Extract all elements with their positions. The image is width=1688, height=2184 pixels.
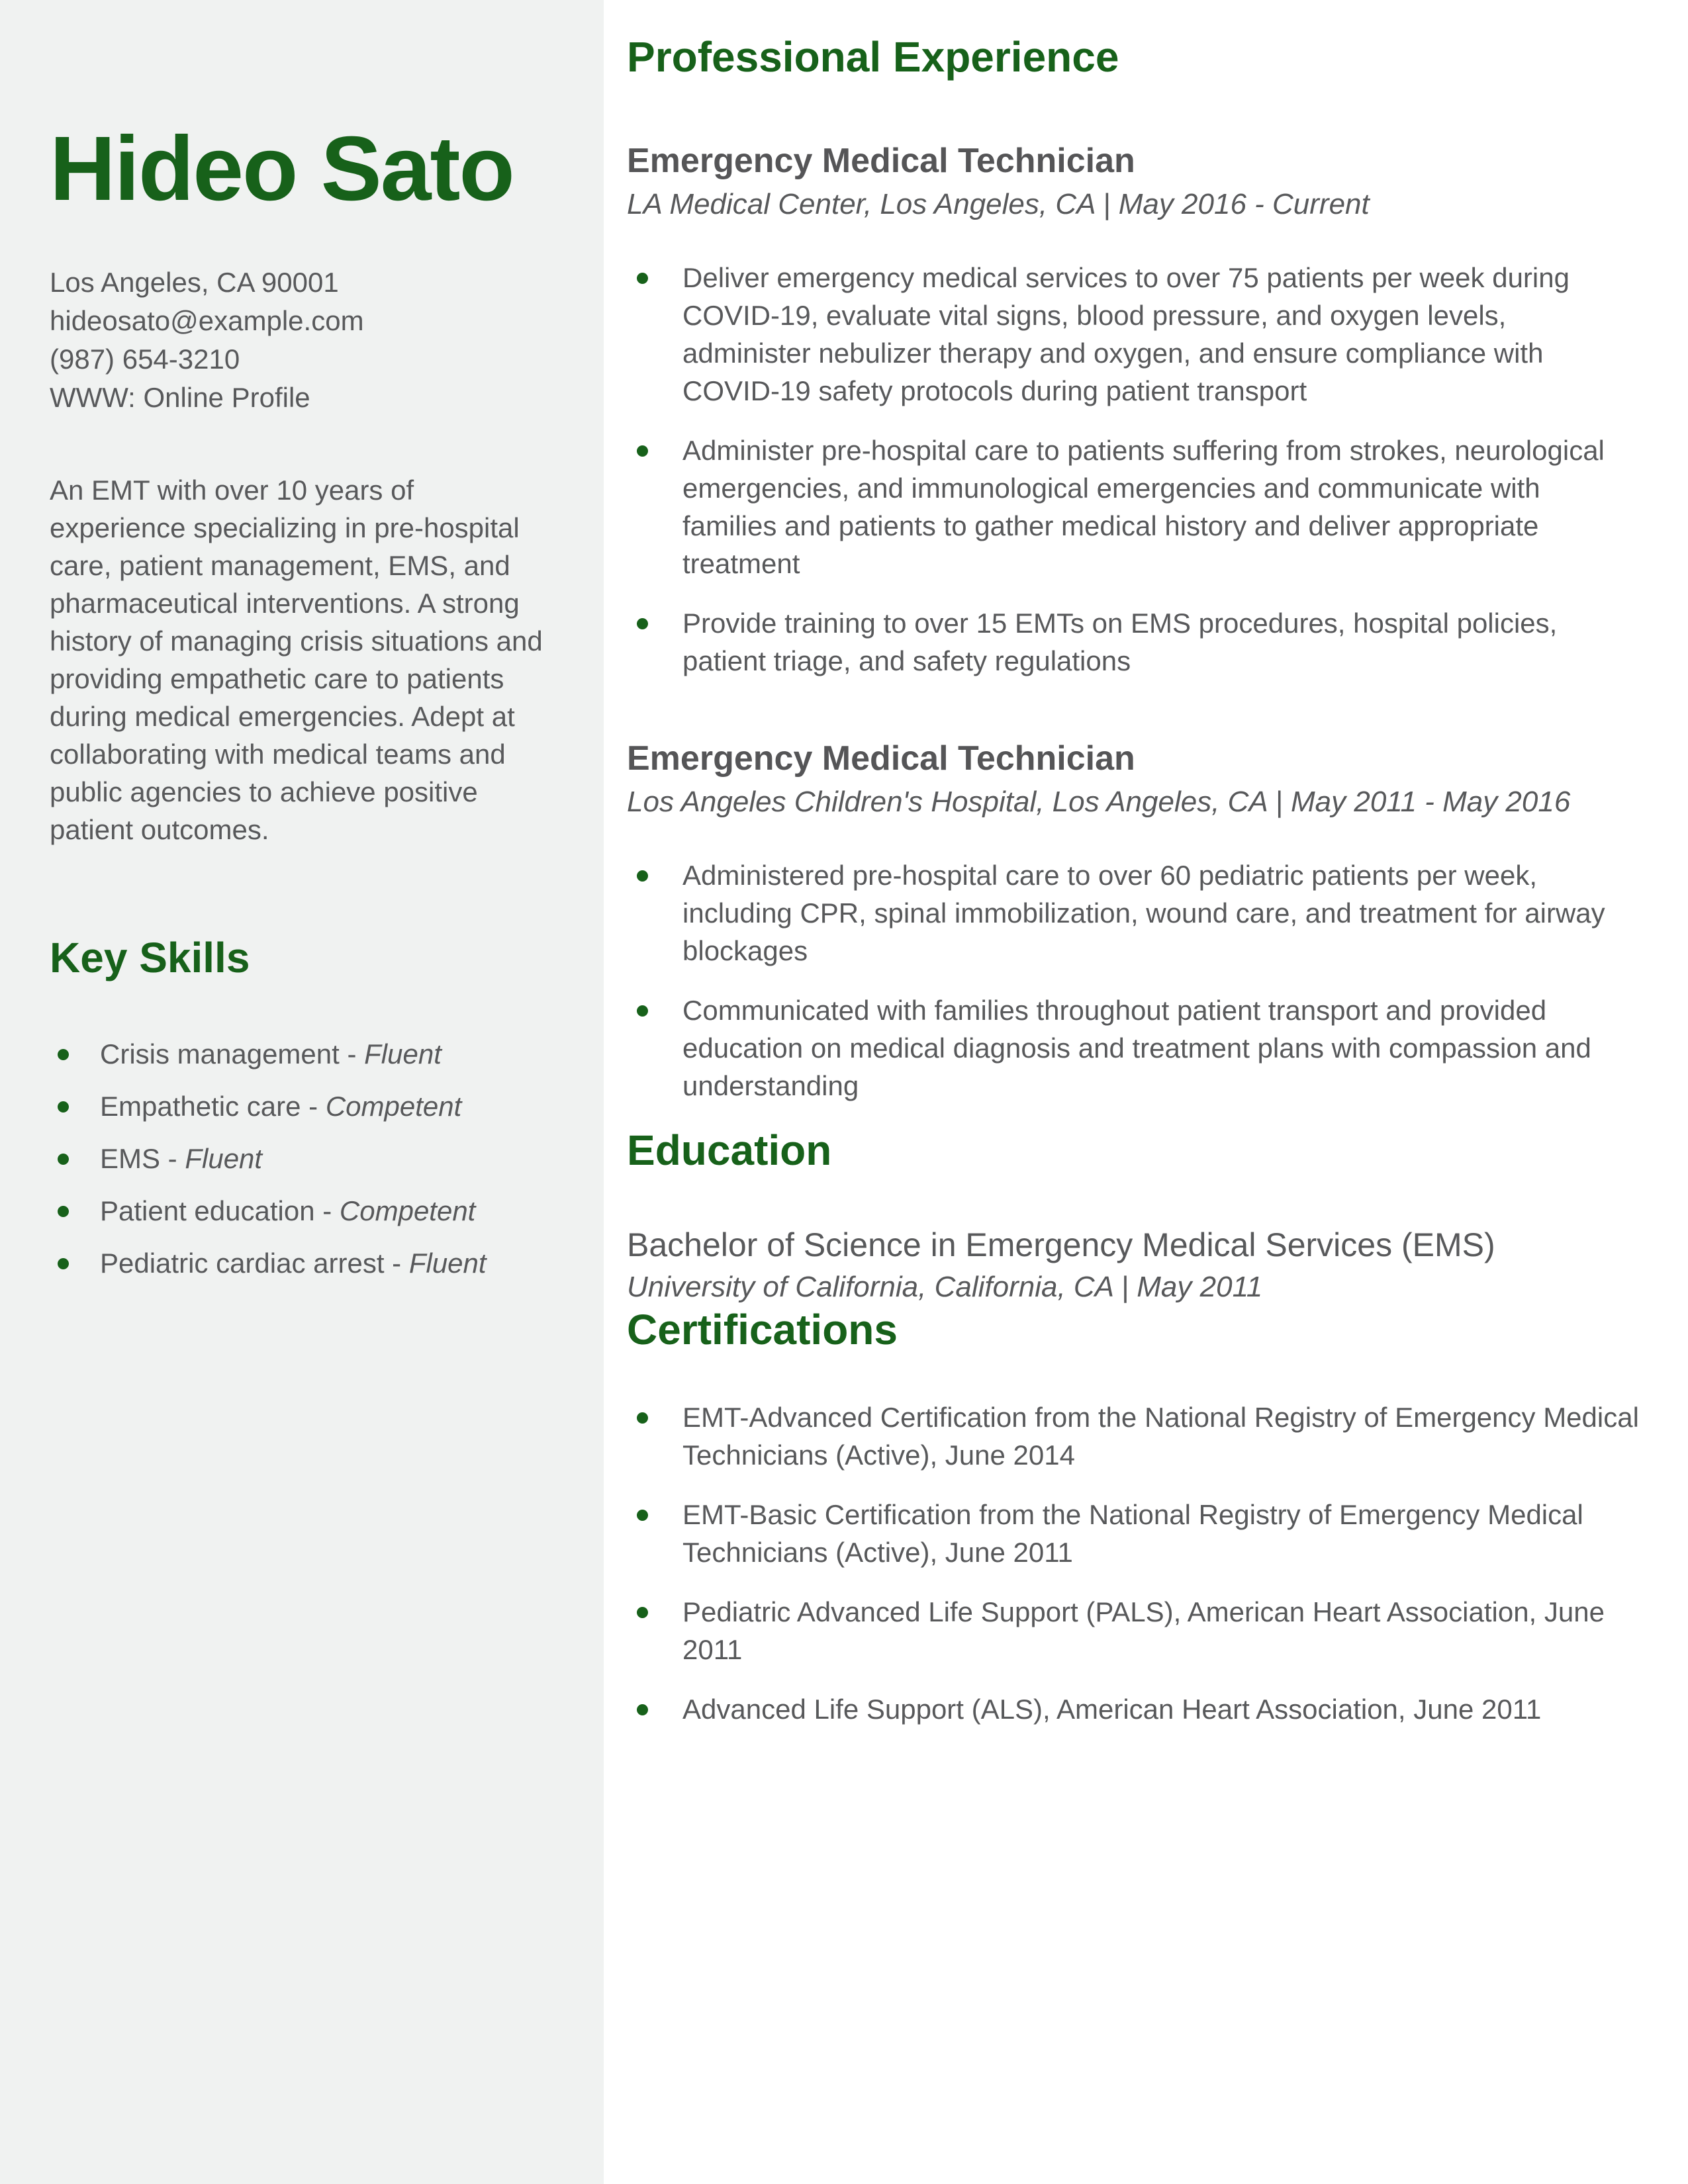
bullet-icon xyxy=(637,1005,648,1017)
certification-list xyxy=(627,1398,1642,1728)
job-bullet xyxy=(627,259,1642,410)
experience-heading: Professional Experience xyxy=(627,33,1119,81)
certification-item xyxy=(627,1496,1642,1571)
contact-block xyxy=(50,263,557,417)
job-meta: Los Angeles Children's Hospital, Los Angeles, CA | May 2011 - May 2016 xyxy=(627,786,1571,819)
contact-email: hideosato@example.com xyxy=(50,304,364,336)
professional-summary: An EMT with over 10 years of experience specializing in pre-hospital care, patient management, EMS, and pharmaceutical interventions. A strong history of managing crisis situations and providing empathetic care to patients during medical emergencies. Adept at collaborating with medical teams and public agencies to achieve positive patient outcomes. xyxy=(50,474,543,845)
bullet-icon xyxy=(637,1704,648,1715)
job-bullet-text: Administered pre-hospital care to over 60 pediatric patients per week, including CPR, spinal immobilization, wound care, and treatment for airway blockages xyxy=(682,860,1605,967)
job-title: Emergency Medical Technician xyxy=(627,141,1135,180)
certification-text: Advanced Life Support (ALS), American Heart Association, June 2011 xyxy=(682,1694,1542,1725)
job-bullet-text: Deliver emergency medical services to over 75 patients per week during COVID-19, evaluate vital signs, blood pressure, and oxygen levels, administer nebulizer therapy and oxygen, and ensure compliance with COVID-19 safety protocols during patient transport xyxy=(682,261,1570,406)
bullet-icon xyxy=(58,1154,69,1165)
contact-location: Los Angeles, CA 90001 xyxy=(50,266,339,298)
sidebar xyxy=(0,0,604,2184)
bullet-icon xyxy=(58,1049,69,1060)
education-heading: Education xyxy=(627,1126,832,1175)
skill-separator: - xyxy=(160,1143,185,1175)
skill-name: Pediatric cardiac arrest xyxy=(100,1248,385,1279)
certification-item xyxy=(627,1593,1642,1668)
bullet-icon xyxy=(58,1101,69,1113)
job-bullet-list xyxy=(627,259,1642,680)
certification-item xyxy=(627,1398,1642,1474)
skill-item xyxy=(50,1140,557,1177)
skill-item xyxy=(50,1035,557,1073)
bullet-icon xyxy=(637,273,648,284)
certification-text: EMT-Basic Certification from the National Registry of Emergency Medical Technicians (Active), June 2011 xyxy=(682,1499,1583,1569)
bullet-icon xyxy=(637,1510,648,1521)
skill-separator: - xyxy=(301,1091,326,1122)
skill-level: Fluent xyxy=(408,1248,487,1279)
skill-separator: - xyxy=(314,1195,340,1227)
job-bullet xyxy=(627,856,1642,970)
job-bullet xyxy=(627,604,1642,680)
skill-name: Crisis management xyxy=(100,1038,340,1070)
skill-name: Patient education xyxy=(100,1195,315,1227)
skill-text xyxy=(100,1087,461,1125)
skill-level: Competent xyxy=(339,1195,476,1227)
skill-level: Fluent xyxy=(364,1038,442,1070)
skill-name: Empathetic care xyxy=(100,1091,301,1122)
skill-level: Fluent xyxy=(185,1143,263,1175)
certification-item xyxy=(627,1690,1642,1728)
job-bullet-text: Administer pre-hospital care to patients suffering from strokes, neurological emergencies, and immunological emergencies and communicate with families and patients to gather medical history and deliver appropriate treatment xyxy=(682,434,1605,579)
key-skills-heading: Key Skills xyxy=(50,933,250,981)
job-bullet xyxy=(627,991,1642,1105)
skill-item xyxy=(50,1244,557,1282)
job-entry xyxy=(627,738,1642,1105)
contact-website: WWW: Online Profile xyxy=(50,381,310,413)
certification-text: Pediatric Advanced Life Support (PALS), American Heart Association, June 2011 xyxy=(682,1596,1605,1666)
bullet-icon xyxy=(58,1258,69,1269)
skill-text xyxy=(100,1140,262,1177)
bullet-icon xyxy=(637,618,648,629)
skill-level: Competent xyxy=(325,1091,462,1122)
skill-separator: - xyxy=(339,1038,365,1070)
job-entry xyxy=(627,140,1642,680)
key-skills-list xyxy=(50,1035,557,1282)
certifications-heading: Certifications xyxy=(627,1306,898,1354)
education-degree: Bachelor of Science in Emergency Medical Services (EMS) xyxy=(627,1226,1495,1263)
bullet-icon xyxy=(637,445,648,457)
main-column xyxy=(604,0,1688,2184)
job-meta: LA Medical Center, Los Angeles, CA | May 2016 - Current xyxy=(627,187,1370,220)
job-bullet xyxy=(627,432,1642,582)
skill-item xyxy=(50,1087,557,1125)
candidate-name: Hideo Sato xyxy=(50,118,514,220)
job-bullet-text: Communicated with families throughout patient transport and provided education on medical diagnosis and treatment plans with compassion and understanding xyxy=(682,995,1591,1102)
contact-phone: (987) 654-3210 xyxy=(50,343,240,375)
bullet-icon xyxy=(58,1206,69,1217)
job-bullet-list xyxy=(627,856,1642,1105)
skill-text xyxy=(100,1035,442,1073)
job-title: Emergency Medical Technician xyxy=(627,739,1135,778)
skill-name: EMS xyxy=(100,1143,161,1175)
bullet-icon xyxy=(637,870,648,882)
skill-text xyxy=(100,1192,475,1230)
skill-item xyxy=(50,1192,557,1230)
certification-text: EMT-Advanced Certification from the National Registry of Emergency Medical Technicians (Active), June 2014 xyxy=(682,1402,1639,1471)
bullet-icon xyxy=(637,1412,648,1424)
job-bullet-text: Provide training to over 15 EMTs on EMS procedures, hospital policies, patient triage, and safety regulations xyxy=(682,607,1558,676)
bullet-icon xyxy=(637,1607,648,1618)
education-meta: University of California, California, CA | May 2011 xyxy=(627,1271,1263,1304)
skill-separator: - xyxy=(384,1248,409,1279)
skill-text xyxy=(100,1244,487,1282)
